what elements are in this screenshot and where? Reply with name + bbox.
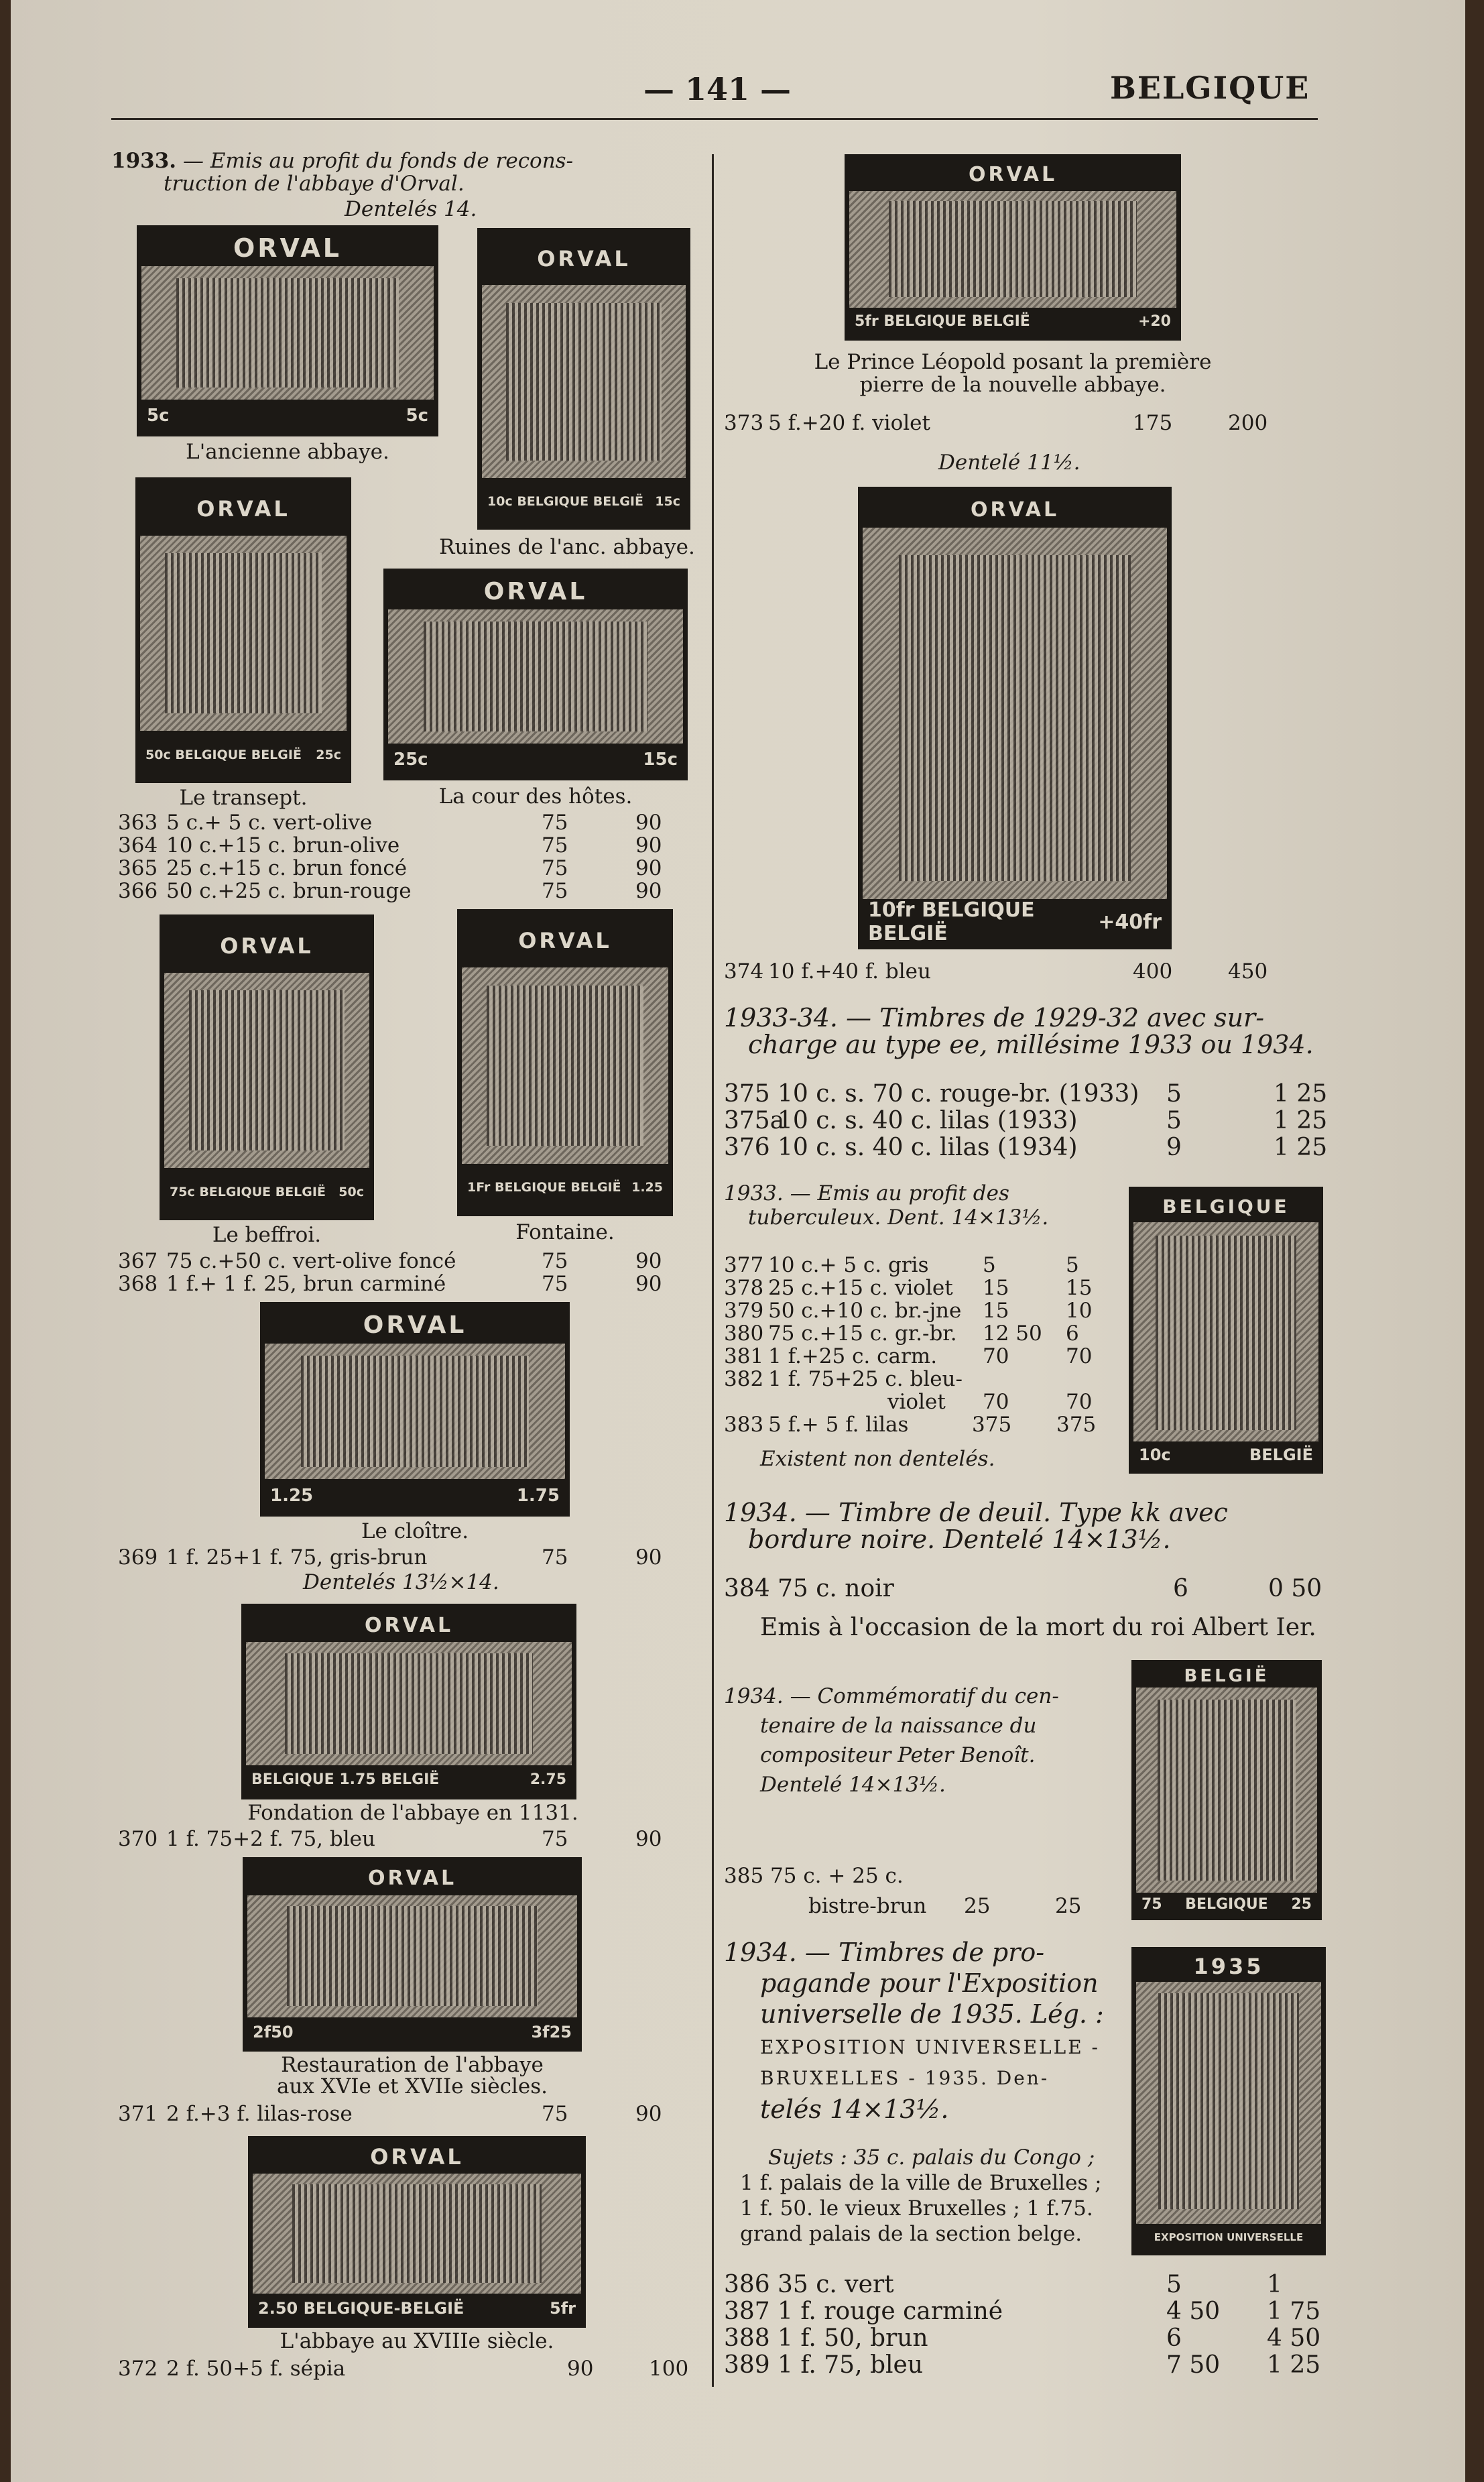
stamp-value-right: 5fr [550,2299,576,2318]
stamp-vignette [287,1906,538,2006]
price-used: 200 [1228,411,1268,435]
price-mint: 75 [542,856,568,880]
stamp-value-right: 50c [338,1184,364,1199]
description: 5 c.+ 5 c. vert-olive [166,811,373,835]
price-mint: 75 [542,1249,568,1273]
stamp-vignette [1158,1993,1299,2208]
stamp-value-left: 5fr BELGIQUE BELGIË [855,313,1030,331]
cat-number: 367 [118,1249,158,1273]
perf-2: Dentelés 13½×14. [303,1570,499,1594]
price-mint: 75 [542,2102,568,2126]
caption-c4: La cour des hôtes. [438,784,633,809]
emis-384: Emis à l'occasion de la mort du roi Albert Ier. [760,1614,1316,1641]
heading-1934-e-5: BRUXELLES - 1935. Den- [760,2067,1050,2089]
stamp-vignette [1156,1236,1296,1430]
stamp-value-right: 25 [1291,1895,1312,1913]
price-used: 25 [1055,1894,1082,1918]
stamp-377 [1129,1187,1323,1474]
heading-1934-e-4: EXPOSITION UNIVERSELLE - [760,2036,1101,2058]
stamp-370 [241,1604,576,1799]
price-mint: 15 [983,1276,1009,1300]
stamp-365 [135,477,351,783]
stamp-bottom [265,1479,565,1512]
stamp-bottom [482,478,686,525]
stamp-bottom [1133,1441,1318,1469]
price-used: 100 [649,2357,689,2381]
stamp-vignette [189,990,345,1150]
cat-number: 378 [724,1276,764,1300]
stamp-top: ORVAL [863,491,1167,528]
description: 1 f. 50, brun [778,2324,928,2352]
stamp-vignette [292,2184,542,2283]
description: 2 f. 50+5 f. sépia [166,2357,346,2381]
stamp-vignette [506,303,661,461]
stamp-bottom [246,1765,572,1795]
perf-373: Dentelé 11½. [938,451,1080,475]
description: 10 f.+40 f. bleu [768,959,931,984]
price-mint: 6 [1173,1575,1188,1602]
stamp-top: ORVAL [141,230,434,266]
description: 35 c. vert [778,2271,894,2298]
caption-c9a: Restauration de l'abbaye [281,2053,544,2077]
price-used: 1 25 [1274,1080,1328,1108]
price-used: 15 [1066,1276,1093,1300]
description: 75 c.+15 c. gr.-br. [768,1321,957,1346]
price-used: 450 [1228,959,1268,984]
stamp-bottom [140,731,347,778]
price-mint: 7 50 [1166,2351,1221,2379]
cat-number: 382 [724,1367,764,1391]
caption-373: Le Prince Léopold posant la première [814,350,1212,374]
stamp-vignette [424,622,647,731]
description: 50 c.+25 c. brun-rouge [166,879,412,903]
price-mint: 12 50 [983,1321,1042,1346]
price-used: 4 50 [1267,2324,1321,2352]
stamp-366 [383,569,688,780]
price-used: 1 25 [1274,1107,1328,1134]
price-mint: 5 [1166,2271,1182,2298]
cat-number: 386 [724,2271,770,2298]
heading-1934-a: 1934. — Timbre de deuil. Type kk avec [724,1498,1228,1527]
description: 1 f. 75, bleu [778,2351,924,2379]
heading-1933-34-a: 1933-34. — Timbres de 1929-32 avec sur- [724,1003,1265,1032]
stamp-value-left: 75c BELGIQUE BELGIË [170,1184,326,1199]
description: 5 f.+20 f. violet [768,411,930,435]
intro-line-2: truction de l'abbaye d'Orval. [164,172,465,196]
price-mint: 5 [983,1253,996,1277]
intro-title-1: — Emis au profit du fonds de recons- [182,149,574,173]
price-used: 90 [635,856,662,880]
description: 10 c.+15 c. brun-olive [166,833,400,858]
heading-1933-tb-2: tuberculeux. Dent. 14×13½. [748,1205,1049,1230]
cat-number: 366 [118,879,158,903]
stamp-top: ORVAL [462,914,668,967]
description: 75 c.+50 c. vert-olive foncé [166,1249,456,1273]
price-used: 90 [635,1249,662,1273]
stamp-value-right: 15c [655,494,680,510]
price-mint: 75 [542,1545,568,1570]
stamp-value-left: 2.50 BELGIQUE-BELGIË [258,2299,465,2318]
heading-1934-e-3: universelle de 1935. Lég. : [760,1999,1104,2029]
price-used: 90 [635,879,662,903]
sujets-3: 1 f. 50. le vieux Bruxelles ; 1 f.75. [740,2196,1093,2221]
price-mint: 9 [1166,1134,1182,1161]
column-divider [712,154,714,2387]
cat-number: 376 [724,1134,770,1161]
price-used: 90 [635,811,662,835]
sujets-1: Sujets : 35 c. palais du Congo ; [768,2145,1095,2170]
stamp-363 [137,225,438,436]
price-used: 90 [635,1545,662,1570]
stamp-value-right: +20 [1137,313,1171,331]
stamp-top: BELGIË [1136,1665,1317,1688]
cat-number: 370 [118,1827,158,1851]
stamp-country: BELGIQUE [1185,1895,1268,1913]
description: 75 c. noir [778,1575,894,1602]
stamp-top: ORVAL [849,159,1176,191]
description: 1 f. 75+2 f. 75, bleu [166,1827,375,1851]
heading-1934-c-4: Dentelé 14×13½. [760,1773,946,1797]
stamp-369 [260,1302,570,1517]
cat-number: 373 [724,411,764,435]
stamp-bottom [247,2017,577,2047]
price-used: 6 [1066,1321,1079,1346]
stamp-value-right: 5c [406,405,428,426]
price-used: 0 50 [1268,1575,1322,1602]
price-mint: 75 [542,833,568,858]
caption-c10: L'abbaye au XVIIIe siècle. [280,2329,554,2353]
description: 50 c.+10 c. br.-jne [768,1299,962,1323]
stamp-372 [248,2136,586,2328]
stamp-bottom [1136,1893,1317,1915]
price-mint: 75 [542,811,568,835]
heading-1934-e-1: 1934. — Timbres de pro- [724,1938,1045,1967]
caption-c1: L'ancienne abbaye. [186,440,389,464]
price-mint: 70 [983,1344,1009,1368]
price-mint: 75 [542,1272,568,1296]
stamp-vignette [1158,1700,1295,1880]
stamp-368 [457,909,673,1216]
stamp-value-left: 75 [1141,1895,1162,1913]
stamp-bottom [388,744,683,776]
caption-373b: pierre de la nouvelle abbaye. [859,373,1166,397]
stamp-bottom [1136,2224,1321,2251]
description: bistre-brun [808,1894,927,1918]
stamp-top: 1935 [1136,1952,1321,1982]
stamp-value-right: 15c [643,749,678,770]
stamp-top: ORVAL [140,482,347,536]
cat-number: 387 [724,2298,770,2325]
caption-c3: Le transept. [179,786,308,810]
stamp-value-left: 5c [147,405,170,426]
price-used: 90 [635,1827,662,1851]
cat-number: 383 [724,1413,764,1437]
price-used: 90 [635,1272,662,1296]
price-used: 1 25 [1267,2351,1321,2379]
cat-number: 368 [118,1272,158,1296]
cat-number: 369 [118,1545,158,1570]
stamp-value-right: 3f25 [531,2022,572,2042]
stamp-top: BELGIQUE [1133,1191,1318,1222]
stamp-top: ORVAL [247,1862,577,1895]
page-header [11,64,1465,125]
price-used: 5 [1066,1253,1079,1277]
stamp-value-right: +40fr [1098,910,1162,934]
intro-line-1 [111,149,573,173]
description: violet [887,1390,946,1414]
stamp-bottom [164,1168,369,1216]
stamp-top: ORVAL [388,573,683,609]
stamp-vignette [301,1356,530,1466]
stamp-bottom [849,308,1176,336]
stamp-value-left: 10fr BELGIQUE BELGIË [868,898,1035,946]
cat-number: 377 [724,1253,764,1277]
caption-c8: Fondation de l'abbaye en 1131. [247,1801,578,1825]
cat-number: 365 [118,856,158,880]
heading-1934-c-1: 1934. — Commémoratif du cen- [724,1684,1059,1708]
price-used: 10 [1066,1299,1093,1323]
stamp-vignette [176,278,398,388]
stamp-371 [243,1857,582,2052]
sujets-2: 1 f. palais de la ville de Bruxelles ; [740,2171,1102,2195]
heading-1934-e-6: telés 14×13½. [760,2094,949,2124]
price-mint: 70 [983,1390,1009,1414]
cat-number: 372 [118,2357,158,2381]
stamp-top: ORVAL [482,233,686,285]
description: 1 f. rouge carminé [778,2298,1003,2325]
cat-number: 388 [724,2324,770,2352]
price-mint: 75 [542,879,568,903]
price-mint: 4 50 [1166,2298,1221,2325]
price-used: 375 [1056,1413,1097,1437]
stamp-bottom [141,400,434,432]
price-mint: 6 [1166,2324,1182,2352]
stamp-vignette [889,201,1137,297]
heading-1934-c-2: tenaire de la naissance du [760,1714,1037,1738]
description: 1 f.+ 1 f. 25, brun carminé [166,1272,446,1296]
header-rule [111,118,1318,120]
cat-number: 379 [724,1299,764,1323]
stamp-top: ORVAL [265,1307,565,1344]
intro-perf: Dentelés 14. [345,197,477,221]
stamp-vignette [165,553,322,713]
stamp-bottom [863,899,1167,945]
price-mint: 25 [964,1894,991,1918]
heading-1933-tb-1: 1933. — Emis au profit des [724,1181,1009,1205]
caption-c9b: aux XVIe et XVIIe siècles. [276,2074,548,2099]
stamp-value-left: 25c [393,749,428,770]
stamp-367 [160,914,374,1220]
stamp-vignette [285,1653,532,1754]
stamp-value-left: EXPOSITION UNIVERSELLE [1154,2231,1304,2243]
price-mint: 375 [972,1413,1012,1437]
exist-note: Existent non dentelés. [760,1447,995,1471]
page-number: — 141 — [643,71,792,107]
price-used: 70 [1066,1390,1093,1414]
cat-number: 384 [724,1575,770,1602]
description: 1 f. 25+1 f. 75, gris-brun [166,1545,428,1570]
description: 10 c. s. 40 c. lilas (1934) [778,1134,1078,1161]
stamp-value-left: 50c BELGIQUE BELGIË [145,747,302,762]
cat-number: 375 [724,1080,770,1108]
description: 1 f.+25 c. carm. [768,1344,938,1368]
description: 10 c. s. 40 c. lilas (1933) [778,1107,1078,1134]
stamp-vignette [899,555,1130,882]
stamp-value-left: 1.25 [270,1485,314,1506]
stamp-value-left: 1Fr BELGIQUE BELGIË [467,1180,621,1195]
cat-number: 381 [724,1344,764,1368]
heading-1934-c-3: compositeur Peter Benoît. [760,1743,1036,1767]
description: 10 c.+ 5 c. gris [768,1253,929,1277]
stamp-373 [845,154,1181,341]
heading-1934-e-2: pagande pour l'Exposition [760,1968,1099,1998]
caption-c7: Le cloître. [361,1519,469,1543]
price-mint: 15 [983,1299,1009,1323]
country-title: BELGIQUE [1110,70,1310,106]
price-mint: 5 [1166,1107,1182,1134]
cat-number: 389 [724,2351,770,2379]
description: 1 f. 75+25 c. bleu- [768,1367,963,1391]
stamp-value-left: BELGIQUE 1.75 BELGIË [251,1771,440,1789]
catalog-page [11,0,1465,2482]
sujets-4: grand palais de la section belge. [740,2222,1083,2246]
cat-number: 371 [118,2102,158,2126]
stamp-top: ORVAL [246,1608,572,1642]
stamp-value-right: 2.75 [530,1771,566,1789]
description: 2 f.+3 f. lilas-rose [166,2102,353,2126]
price-mint: 400 [1133,959,1173,984]
cat-number: 374 [724,959,764,984]
stamp-vignette [487,986,643,1146]
price-mint: 90 [567,2357,594,2381]
price-used: 1 [1267,2271,1282,2298]
stamp-value-right: BELGIË [1249,1445,1313,1465]
cat-number: 375a [724,1107,785,1134]
stamp-value-right: 1.25 [631,1180,663,1195]
stamp-value-left: 10c [1139,1445,1171,1465]
stamp-top: ORVAL [253,2141,581,2174]
description: 5 f.+ 5 f. lilas [768,1413,909,1437]
stamp-374 [858,487,1172,949]
description: 25 c.+15 c. brun foncé [166,856,408,880]
intro-year: 1933. [111,149,177,173]
heading-1933-34-b: charge au type ee, millésime 1933 ou 1934. [748,1030,1314,1059]
cat-number: 363 [118,811,158,835]
stamp-bottom [462,1164,668,1212]
stamp-value-right: 1.75 [516,1485,560,1506]
price-used: 1 25 [1274,1134,1328,1161]
caption-c5: Le beffroi. [212,1223,322,1247]
row-385-a: 385 75 c. + 25 c. [724,1864,904,1888]
price-mint: 175 [1133,411,1173,435]
caption-c2: Ruines de l'anc. abbaye. [439,535,695,559]
caption-c6: Fontaine. [515,1220,615,1244]
stamp-value-left: 2f50 [253,2022,294,2042]
cat-number: 380 [724,1321,764,1346]
price-mint: 75 [542,1827,568,1851]
stamp-value-right: 25c [316,747,341,762]
price-used: 1 75 [1267,2298,1321,2325]
stamp-364 [477,228,690,530]
heading-1934-b: bordure noire. Dentelé 14×13½. [748,1525,1171,1554]
stamp-top: ORVAL [164,919,369,973]
stamp-385 [1131,1660,1322,1920]
price-mint: 5 [1166,1080,1182,1108]
stamp-value-left: 10c BELGIQUE BELGIË [487,494,643,510]
description: 10 c. s. 70 c. rouge-br. (1933) [778,1080,1139,1108]
stamp-386 [1131,1947,1326,2255]
description: 25 c.+15 c. violet [768,1276,953,1300]
cat-number: 364 [118,833,158,858]
price-used: 90 [635,2102,662,2126]
price-used: 70 [1066,1344,1093,1368]
price-used: 90 [635,833,662,858]
stamp-bottom [253,2294,581,2323]
